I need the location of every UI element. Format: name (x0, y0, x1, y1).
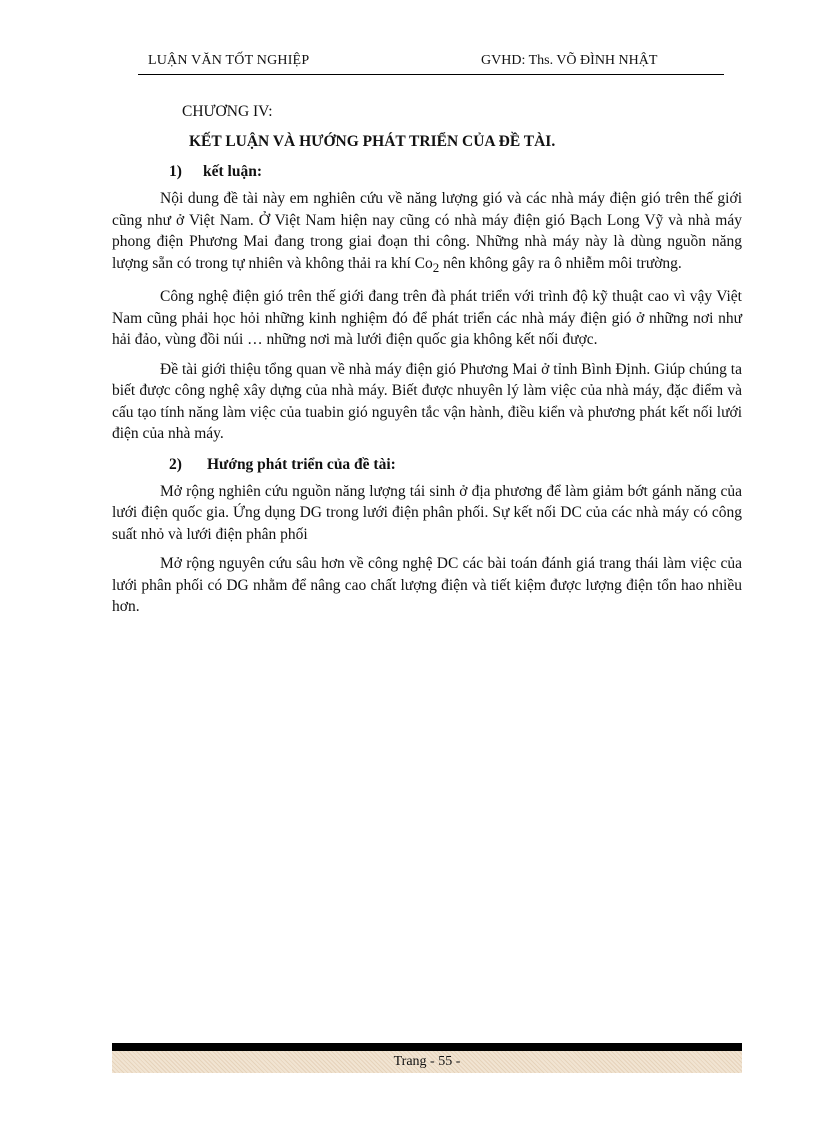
chapter-title: KẾT LUẬN VÀ HƯỚNG PHÁT TRIỂN CỦA ĐỀ TÀI. (189, 133, 556, 150)
paragraph: Công nghệ điện gió trên thế giới đang trên đà phát triển với trình độ kỹ thuật cao vì vậy Việt Nam cũng phải học hỏi những kinh nghiệm đó để phát triển các nhà máy điện gió ở những nơi như hải đảo, vùng đồi núi … những nơi mà lưới điện quốc gia không kết nối được. (112, 288, 742, 349)
section-title: kết luận: (203, 163, 262, 180)
page-header (138, 52, 724, 75)
paragraph-text: nên không gây ra ô nhiễm môi trường. (439, 254, 682, 272)
chapter-label: CHƯƠNG IV: (182, 103, 273, 120)
section-heading-development (169, 453, 742, 477)
section-title: Hướng phát triển của đề tài: (207, 455, 396, 473)
paragraph: Mở rộng nghiên cứu nguồn năng lượng tái sinh ở địa phương để làm giảm bớt gánh năng của lưới điện quốc gia. Ứng dụng DG trong lưới điện phân phối. Sự kết nối DC của các nhà máy có công suất nhỏ và lưới điện phân phối (112, 482, 742, 543)
subscript: 2 (432, 259, 440, 275)
section-number: 1) (169, 163, 182, 180)
paragraph-text: Nội dung đề tài này em nghiên cứu về năng lượng gió và các nhà máy điện gió trên thế giới cũng như ở Việt Nam. Ở Việt Nam hiện nay cũng có nhà máy điện gió Bạch Long Vỹ và nhà máy phong điện Phương Mai đang trong giai đoạn thi công. Những nhà máy này là dùng nguồn năng lượng sẵn có trong tự nhiên và không thải ra khí Co (112, 190, 742, 272)
section-number: 2) (169, 455, 182, 473)
page-content (112, 100, 742, 626)
header-thesis-label: LUẬN VĂN TỐT NGHIỆP (148, 53, 310, 68)
page-footer (112, 1051, 742, 1073)
paragraph: Đề tài giới thiệu tổng quan về nhà máy điện gió Phương Mai ở tỉnh Bình Định. Giúp chúng ta biết được công nghệ xây dựng của nhà máy. Biết được nhuyên lý làm việc của nhà máy, đặc điểm và cấu tạo tính năng làm việc của tuabin gió nguyên tắc vận hành, điều kiển và phương phát kết nối lưới điện của nhà máy. (112, 360, 742, 443)
footer-rule (112, 1043, 742, 1051)
section-heading-conclusion (169, 160, 742, 184)
header-advisor: GVHD: Ths. VÕ ĐÌNH NHẬT (481, 53, 658, 68)
page-number: Trang - 55 - (393, 1054, 461, 1069)
paragraph: Mở rộng nguyên cứu sâu hơn về công nghệ DC các bài toán đánh giá trang thái làm việc của lưới phân phối có DG nhằm để nâng cao chất lượng điện và tiết kiệm được lượng điện tổn hao nhiều hơn. (112, 555, 742, 616)
paragraph (112, 188, 742, 278)
